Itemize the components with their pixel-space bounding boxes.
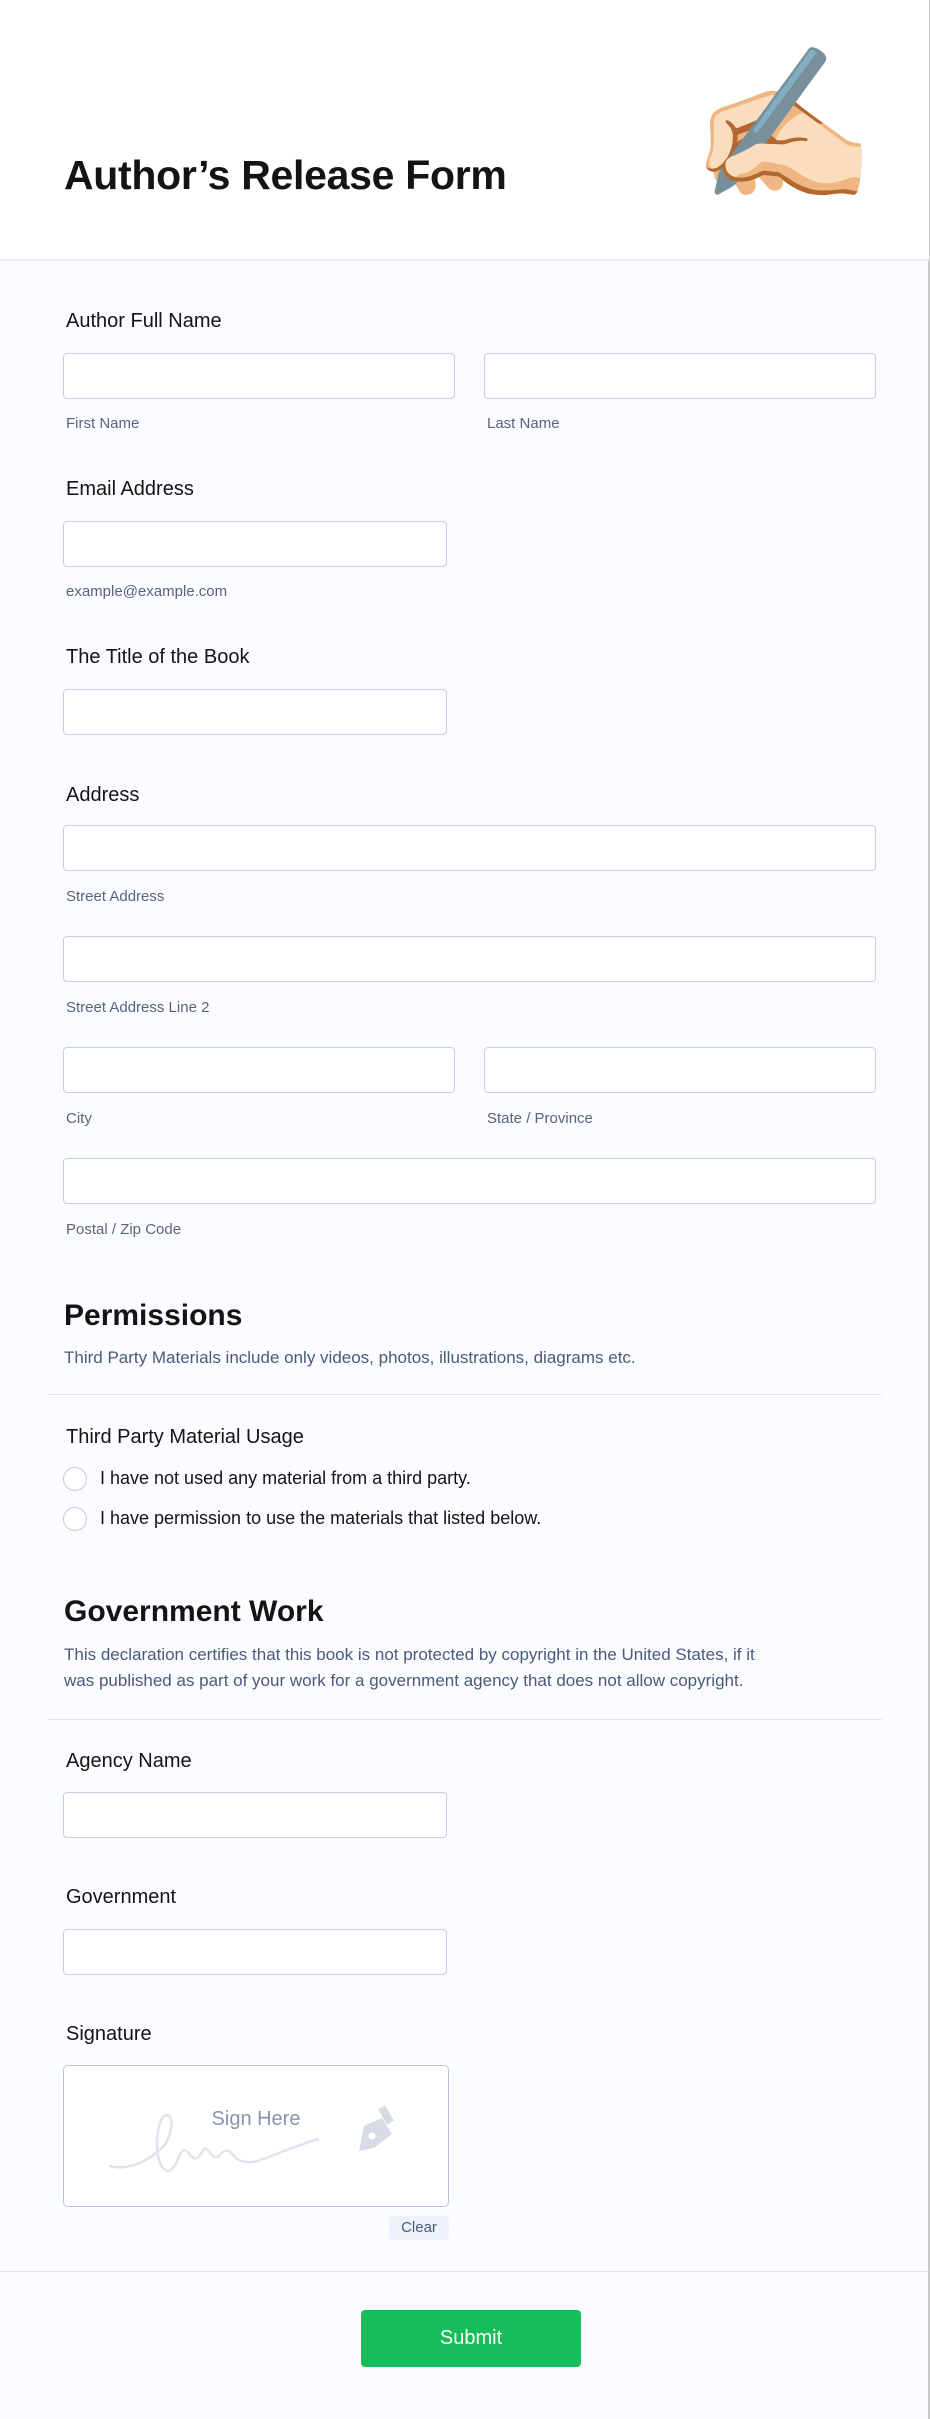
last-name-input[interactable] xyxy=(484,353,876,399)
email-sublabel: example@example.com xyxy=(66,583,228,600)
last-name-sublabel: Last Name xyxy=(487,415,560,432)
clear-signature-button[interactable]: Clear xyxy=(389,2216,449,2240)
address-label: Address xyxy=(66,784,140,806)
radio-label-have-permission[interactable]: I have permission to use the materials that listed below. xyxy=(100,1508,542,1528)
government-work-heading: Government Work xyxy=(64,1595,324,1628)
author-name-label: Author Full Name xyxy=(66,310,222,332)
city-input[interactable] xyxy=(63,1047,455,1093)
radio-label-no-third-party[interactable]: I have not used any material from a third party. xyxy=(100,1468,471,1488)
government-work-description-1: This declaration certifies that this book is not protected by copyright in the United States, if it xyxy=(64,1645,755,1664)
state-sublabel: State / Province xyxy=(487,1110,593,1127)
writing-hand-icon: ✍🏻 xyxy=(690,41,877,209)
first-name-sublabel: First Name xyxy=(66,415,140,432)
submit-button[interactable]: Submit xyxy=(361,2310,581,2367)
radio-no-third-party[interactable] xyxy=(63,1467,87,1491)
agency-name-input[interactable] xyxy=(63,1792,447,1838)
sign-here-placeholder: Sign Here xyxy=(211,2108,301,2130)
street-address-line2-input[interactable] xyxy=(63,936,876,982)
postal-code-sublabel: Postal / Zip Code xyxy=(66,1221,182,1238)
permissions-heading: Permissions xyxy=(64,1299,243,1332)
state-input[interactable] xyxy=(484,1047,876,1093)
third-party-usage-label: Third Party Material Usage xyxy=(66,1426,304,1448)
government-input[interactable] xyxy=(63,1929,447,1975)
email-label: Email Address xyxy=(66,478,194,500)
government-label: Government xyxy=(66,1886,177,1908)
page-title: Author’s Release Form xyxy=(64,152,507,198)
footer-divider xyxy=(0,2271,929,2272)
signature-label: Signature xyxy=(66,2023,152,2045)
divider xyxy=(48,1719,882,1720)
divider xyxy=(48,1394,882,1395)
agency-name-label: Agency Name xyxy=(66,1750,192,1772)
postal-code-input[interactable] xyxy=(63,1158,876,1204)
city-sublabel: City xyxy=(66,1110,92,1127)
book-title-label: The Title of the Book xyxy=(66,646,250,668)
radio-have-permission[interactable] xyxy=(63,1507,87,1531)
street-address-input[interactable] xyxy=(63,825,876,871)
book-title-input[interactable] xyxy=(63,689,447,735)
street-address-line2-sublabel: Street Address Line 2 xyxy=(66,999,210,1016)
permissions-description: Third Party Materials include only videos, photos, illustrations, diagrams etc. xyxy=(64,1348,636,1367)
government-work-description-2: was published as part of your work for a government agency that does not allow copyright. xyxy=(64,1671,744,1690)
street-address-sublabel: Street Address xyxy=(66,888,165,905)
first-name-input[interactable] xyxy=(63,353,455,399)
signature-pad[interactable] xyxy=(63,2065,449,2207)
email-input[interactable] xyxy=(63,521,447,567)
